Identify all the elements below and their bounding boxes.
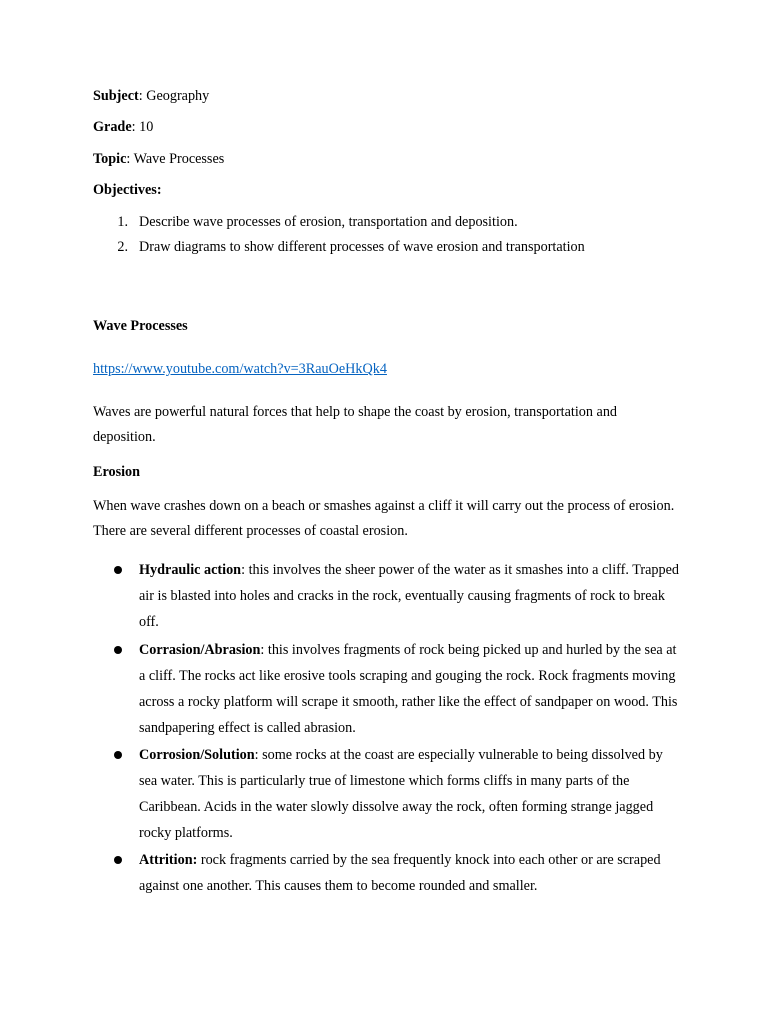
objective-item: Describe wave processes of erosion, transportation and deposition.: [139, 214, 518, 230]
objective-number: 1.: [117, 214, 128, 230]
bullet-icon: [114, 566, 122, 574]
grade-line: [93, 119, 153, 136]
grade-value: : 10: [131, 119, 154, 135]
topic-value: : Wave Processes: [126, 151, 225, 167]
erosion-intro: When wave crashes down on a beach or smashes against a cliff it will carry out the process of erosion. There are several different processes of coastal erosion.: [93, 498, 675, 539]
subject-line: [93, 88, 209, 105]
section-title: Wave Processes: [93, 318, 188, 334]
bullet-icon: [114, 856, 122, 864]
process-description: : some rocks at the coast are especially vulnerable to being dissolved by sea water. This is particularly true of limestone which forms cliffs in many parts of the Caribbean. Acids in the water slowly dissolve away the rock, often forming strange jagged rocky platforms.: [139, 747, 663, 841]
process-term: Hydraulic action: [139, 562, 242, 578]
topic-label: Topic: [93, 151, 127, 167]
bullet-icon: [114, 646, 122, 654]
video-link-line: [93, 361, 387, 378]
objective-item: Draw diagrams to show different processes of wave erosion and transportation: [139, 239, 585, 255]
erosion-title: Erosion: [93, 464, 141, 480]
process-description: : this involves the sheer power of the water as it smashes into a cliff. Trapped air is blasted into holes and cracks in the rock, eventually causing fragments of rock to break off.: [139, 562, 679, 630]
list-item: [139, 742, 679, 846]
grade-label: Grade: [93, 119, 132, 135]
list-item: [139, 637, 679, 741]
objectives-heading: Objectives:: [93, 182, 162, 198]
topic-line: [93, 151, 224, 168]
objective-number: 2.: [117, 239, 128, 255]
process-description: : this involves fragments of rock being picked up and hurled by the sea at a cliff. The rocks act like erosive tools scraping and gouging the rock. Rock fragments moving across a rocky platform will scrape it smooth, rather like the effect of sandpaper on wood. This sandpapering effect is called abrasion.: [139, 642, 678, 736]
process-term: Attrition:: [139, 852, 198, 868]
process-term: Corrosion/Solution: [139, 747, 255, 763]
subject-label: Subject: [93, 88, 139, 104]
subject-value: : Geography: [138, 88, 210, 104]
video-link[interactable]: https://www.youtube.com/watch?v=3RauOeHkQk4: [93, 361, 387, 377]
process-term: Corrasion/Abrasion: [139, 642, 261, 658]
section-intro: Waves are powerful natural forces that help to shape the coast by erosion, transportation and deposition.: [93, 404, 618, 445]
list-item: [139, 557, 679, 635]
list-item: [139, 847, 679, 899]
bullet-icon: [114, 751, 122, 759]
process-description: rock fragments carried by the sea frequently knock into each other or are scraped against one another. This causes them to become rounded and smaller.: [139, 852, 661, 894]
